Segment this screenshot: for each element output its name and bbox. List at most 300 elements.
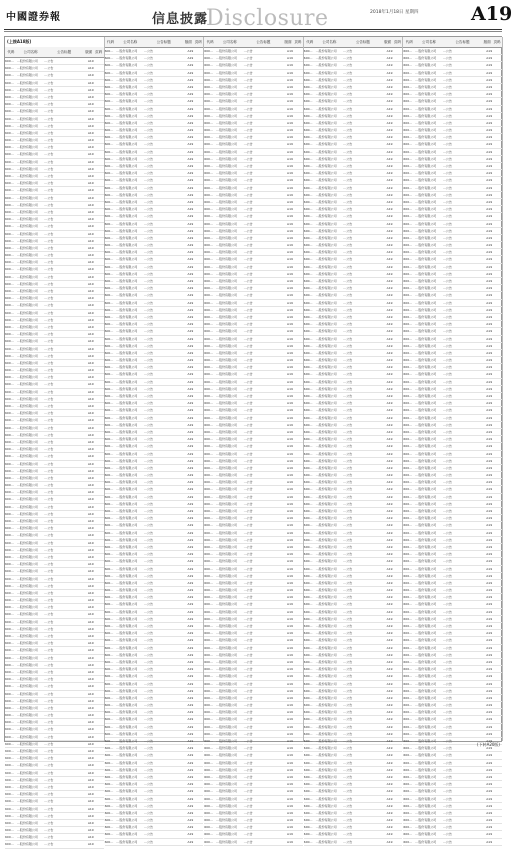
listing-row — [204, 515, 303, 522]
listing-cell — [393, 458, 403, 464]
listing-cell: A19 — [486, 372, 493, 377]
listing-cell: …公告 — [44, 425, 54, 430]
listing-cell: …股份有限公司 — [116, 192, 138, 197]
listing-cell — [293, 522, 303, 528]
listing-cell: 600… — [403, 408, 413, 413]
listing-row — [403, 206, 502, 213]
listing-cell: 600… — [303, 307, 313, 312]
listing-cell: A19 — [87, 483, 94, 488]
listing-cell — [492, 357, 502, 363]
listing-cell: …股份有限公司 — [16, 763, 38, 768]
listing-cell: …公告 — [243, 444, 253, 449]
listing-cell — [393, 781, 403, 787]
listing-cell: 600… — [303, 49, 313, 53]
listing-cell: A19 — [87, 138, 94, 143]
listing-cell: A19 — [187, 164, 194, 168]
listing-row — [204, 300, 303, 307]
listing-cell: 600… — [403, 717, 413, 722]
listing-cell: 600… — [403, 566, 413, 571]
listing-cell: …公告 — [144, 322, 154, 327]
listing-row — [204, 616, 303, 623]
listing-cell: A19 — [486, 588, 493, 593]
listing-cell: …股份有限公司 — [415, 832, 437, 837]
listing-cell: A19 — [287, 444, 293, 449]
listing-cell: A19 — [386, 77, 393, 82]
listing-cell — [492, 479, 502, 485]
listing-cell: …公告 — [44, 713, 54, 718]
listing-cell: 600… — [204, 408, 213, 413]
listing-cell: A19 — [386, 185, 393, 190]
listing-cell — [94, 374, 104, 380]
listing-cell: …股份有限公司 — [315, 257, 337, 262]
listing-row — [204, 824, 303, 831]
listing-cell: …公告 — [243, 602, 253, 607]
listing-cell — [193, 285, 203, 291]
listing-row — [304, 91, 403, 98]
listing-cell: A19 — [386, 494, 393, 499]
listing-cell: A19 — [386, 113, 393, 118]
listing-cell: …公告 — [243, 84, 253, 89]
listing-cell: A19 — [287, 681, 293, 686]
listing-cell: A19 — [486, 523, 493, 528]
listing-row — [204, 702, 303, 709]
listing-cell — [94, 187, 104, 193]
listing-row — [5, 561, 104, 568]
listing-cell: 600… — [403, 695, 413, 700]
listing-cell: …股份有限公司 — [116, 250, 138, 255]
listing-row — [5, 87, 104, 94]
listing-cell: 600… — [104, 681, 114, 686]
listing-cell: …股份有限公司 — [216, 286, 238, 291]
listing-cell: A19 — [386, 84, 393, 89]
listing-cell: …股份有限公司 — [16, 224, 38, 229]
listing-cell: …股份有限公司 — [415, 329, 437, 334]
listing-cell: A19 — [287, 774, 293, 779]
column-header-label: 页码 — [294, 40, 302, 44]
listing-cell — [492, 472, 502, 478]
listing-cell: …股份有限公司 — [415, 724, 437, 729]
listing-row — [105, 91, 204, 98]
listing-row — [105, 623, 204, 630]
listing-cell: …公告 — [144, 645, 154, 650]
listing-cell: …股份有限公司 — [116, 616, 138, 621]
listing-cell — [193, 580, 203, 586]
listing-cell — [293, 817, 303, 823]
listing-cell: A19 — [187, 803, 194, 808]
listing-cell: …股份有限公司 — [16, 454, 38, 459]
listing-cell: …股份有限公司 — [216, 501, 238, 506]
listing-cell: A19 — [287, 645, 293, 650]
listing-cell: …股份有限公司 — [415, 314, 437, 319]
listing-cell: …股份有限公司 — [216, 746, 238, 751]
listing-cell: …股份有限公司 — [415, 659, 437, 664]
listing-cell: 600… — [403, 156, 413, 161]
listing-cell: A19 — [87, 418, 94, 423]
listing-row — [5, 367, 104, 374]
listing-cell: 600… — [104, 228, 114, 233]
listing-cell: …公告 — [144, 279, 154, 283]
listing-cell — [492, 580, 502, 586]
listing-row — [403, 472, 502, 479]
header-rule — [4, 29, 502, 30]
listing-row — [5, 762, 104, 769]
listing-cell: 600… — [5, 820, 14, 825]
listing-cell — [393, 486, 403, 492]
listing-cell — [393, 774, 403, 780]
listing-cell: …股份有限公司 — [315, 480, 337, 485]
listing-row — [403, 55, 502, 62]
listing-cell — [193, 623, 203, 629]
listing-row — [403, 149, 502, 156]
listing-cell: A19 — [187, 365, 194, 370]
listing-row — [304, 630, 403, 637]
listing-cell — [193, 264, 203, 270]
listing-cell: …股份有限公司 — [16, 562, 38, 567]
listing-cell — [293, 508, 303, 514]
listing-cell: …公告 — [243, 746, 253, 751]
listing-cell: …股份有限公司 — [315, 739, 337, 743]
listing-cell: …股份有限公司 — [315, 415, 337, 420]
listing-cell: …公告 — [243, 731, 253, 736]
listing-cell: 600… — [303, 84, 313, 89]
listing-cell: …股份有限公司 — [315, 56, 337, 61]
listing-cell: …股份有限公司 — [216, 638, 238, 643]
listing-cell — [293, 62, 303, 68]
listing-cell — [393, 407, 403, 413]
listing-cell: …公告 — [44, 360, 54, 365]
listing-cell: …公告 — [343, 473, 353, 478]
listing-cell: …股份有限公司 — [415, 185, 437, 190]
listing-cell: …公告 — [144, 609, 154, 614]
listing-cell: 600… — [204, 228, 213, 233]
listing-cell: 600… — [303, 422, 313, 427]
listing-cell: A19 — [486, 422, 493, 427]
listing-cell: A19 — [386, 293, 393, 298]
listing-cell: …股份有限公司 — [216, 70, 238, 75]
listing-cell: …公告 — [144, 760, 154, 765]
listing-row — [403, 364, 502, 371]
column-header-label: 代码 — [306, 40, 314, 44]
listing-cell: 600… — [5, 332, 14, 337]
listing-cell — [94, 475, 104, 481]
listing-cell: …公告 — [44, 490, 54, 495]
listing-cell — [393, 695, 403, 701]
listing-cell: 600… — [403, 487, 413, 492]
listing-cell: 600… — [204, 437, 213, 442]
listing-cell — [492, 465, 502, 471]
listing-cell: …股份有限公司 — [415, 573, 437, 578]
listing-cell: 600… — [5, 576, 14, 581]
listing-cell: …公告 — [243, 523, 253, 528]
listing-cell: 600… — [5, 598, 14, 603]
listing-row — [304, 256, 403, 263]
listing-cell: …股份有限公司 — [415, 120, 437, 125]
listing-cell — [393, 508, 403, 514]
listing-cell: …公告 — [144, 92, 154, 97]
listing-cell: …股份有限公司 — [315, 782, 337, 787]
listing-cell: A19 — [486, 394, 493, 398]
listing-cell: …公告 — [442, 372, 452, 377]
listing-cell: …公告 — [144, 106, 154, 111]
listing-cell: A19 — [486, 724, 493, 729]
listing-row — [204, 307, 303, 314]
listing-cell: A19 — [87, 461, 94, 466]
listing-cell — [393, 106, 403, 112]
listing-row — [5, 655, 104, 662]
listing-cell — [94, 180, 104, 186]
listing-cell: …股份有限公司 — [116, 235, 138, 240]
listing-row — [5, 432, 104, 439]
listing-cell: A19 — [486, 465, 493, 470]
listing-cell: A19 — [187, 839, 194, 844]
listing-cell: …公告 — [44, 94, 54, 99]
listing-cell: …公告 — [343, 92, 353, 97]
listing-cell: 600… — [403, 573, 413, 578]
listing-cell: …股份有限公司 — [16, 540, 38, 545]
listing-row — [403, 494, 502, 501]
listing-cell: …股份有限公司 — [16, 123, 38, 128]
listing-cell: …股份有限公司 — [16, 547, 38, 552]
listing-cell: 600… — [303, 724, 313, 729]
listing-cell: …公告 — [442, 458, 452, 463]
listing-cell: …公告 — [44, 224, 54, 229]
listing-cell: 600… — [303, 559, 313, 564]
listing-cell: …公告 — [144, 401, 154, 406]
listing-cell: A19 — [287, 739, 293, 743]
listing-cell: …股份有限公司 — [415, 537, 437, 542]
listing-cell — [393, 185, 403, 191]
listing-cell: A19 — [187, 659, 194, 664]
listing-cell: 600… — [5, 209, 14, 214]
listing-cell — [293, 221, 303, 227]
listing-cell: …股份有限公司 — [216, 588, 238, 593]
listing-cell: A19 — [187, 731, 194, 736]
listing-cell: …公告 — [343, 444, 353, 449]
listing-cell — [193, 472, 203, 478]
listing-row — [304, 824, 403, 831]
listing-cell: A19 — [287, 530, 293, 535]
listing-cell: A19 — [187, 422, 194, 427]
listing-row — [105, 508, 204, 515]
listing-cell: 600… — [104, 638, 114, 643]
listing-cell: …公告 — [442, 724, 452, 729]
listing-cell: …股份有限公司 — [315, 580, 337, 585]
listing-cell: A19 — [486, 264, 493, 269]
listing-cell: …公告 — [243, 580, 253, 585]
listing-cell: A19 — [87, 705, 94, 710]
listing-cell: …公告 — [144, 372, 154, 377]
listing-cell — [492, 106, 502, 112]
listing-cell — [193, 120, 203, 126]
listing-cell: …股份有限公司 — [315, 271, 337, 276]
listing-cell — [193, 98, 203, 104]
listing-row — [5, 353, 104, 360]
listing-row — [204, 55, 303, 62]
listing-cell: …公告 — [144, 595, 154, 600]
listing-cell: …公告 — [243, 681, 253, 686]
listing-cell: 600… — [303, 199, 313, 204]
listing-cell: 600… — [204, 99, 213, 104]
listing-cell: A19 — [287, 415, 293, 420]
listing-cell: 600… — [303, 810, 313, 815]
listing-row — [204, 256, 303, 263]
listing-cell: 600… — [104, 631, 114, 636]
listing-cell: …公告 — [343, 135, 353, 140]
listing-cell — [393, 537, 403, 543]
listing-cell: A19 — [386, 264, 393, 269]
listing-row — [204, 637, 303, 644]
listing-row — [204, 767, 303, 774]
listing-cell: A19 — [386, 681, 393, 686]
listing-cell: …股份有限公司 — [16, 231, 38, 236]
listing-cell: …公告 — [243, 451, 253, 456]
listing-cell: 600… — [204, 343, 213, 348]
listing-cell: …公告 — [442, 113, 452, 118]
listing-cell: …股份有限公司 — [16, 770, 38, 775]
listing-cell: 600… — [403, 739, 413, 743]
listing-row — [204, 436, 303, 443]
listing-cell: …股份有限公司 — [415, 207, 437, 212]
listing-cell: …股份有限公司 — [315, 49, 337, 53]
listing-cell: …股份有限公司 — [116, 839, 138, 844]
listing-cell: 600… — [104, 674, 114, 679]
listing-cell: 600… — [104, 580, 114, 585]
listing-row — [204, 522, 303, 529]
listing-cell: …公告 — [44, 152, 54, 157]
listing-cell: …公告 — [44, 396, 54, 401]
listing-cell: …公告 — [243, 652, 253, 657]
listing-row — [403, 501, 502, 508]
listing-cell — [293, 170, 303, 176]
listing-cell: A19 — [287, 343, 293, 348]
listing-cell — [94, 116, 104, 122]
listing-cell: …公告 — [343, 774, 353, 779]
listing-row — [204, 738, 303, 745]
listing-cell — [193, 415, 203, 421]
listing-cell: 600… — [5, 439, 14, 444]
listing-cell — [492, 429, 502, 435]
listing-cell: A19 — [386, 178, 393, 183]
listing-cell: 600… — [403, 401, 413, 406]
listing-cell — [193, 501, 203, 507]
listing-row — [105, 652, 204, 659]
listing-cell: 600… — [303, 458, 313, 463]
listing-cell: 600… — [403, 77, 413, 82]
listing-cell: …股份有限公司 — [415, 458, 437, 463]
listing-cell: …公告 — [243, 350, 253, 355]
listing-cell: A19 — [87, 691, 94, 696]
listing-cell: A19 — [386, 609, 393, 614]
listing-cell — [393, 235, 403, 241]
listing-cell: 600… — [5, 202, 14, 207]
listing-row — [304, 774, 403, 781]
listing-cell — [393, 271, 403, 277]
listing-cell — [293, 371, 303, 377]
listing-cell: 600… — [5, 497, 14, 502]
listing-row — [105, 278, 204, 285]
listing-cell: A19 — [486, 243, 493, 248]
listing-cell: A19 — [386, 379, 393, 384]
listing-cell — [94, 238, 104, 244]
listing-cell — [492, 436, 502, 442]
listing-cell: A19 — [386, 358, 393, 363]
listing-cell: 600… — [5, 727, 14, 732]
listing-row — [204, 688, 303, 695]
listing-cell — [393, 673, 403, 679]
listing-cell: …公告 — [343, 149, 353, 154]
listing-cell: …股份有限公司 — [315, 128, 337, 133]
listing-row — [304, 616, 403, 623]
listing-cell: …股份有限公司 — [16, 174, 38, 178]
listing-row — [304, 400, 403, 407]
listing-cell: 600… — [204, 746, 213, 751]
listing-cell: …公告 — [343, 70, 353, 75]
listing-cell — [94, 719, 104, 725]
listing-row — [5, 72, 104, 79]
listing-cell: A19 — [386, 422, 393, 427]
listing-cell: …公告 — [144, 99, 154, 104]
listing-cell: A19 — [87, 806, 94, 811]
listing-cell — [94, 791, 104, 797]
listing-cell: A19 — [287, 171, 293, 176]
listing-cell: 600… — [303, 602, 313, 607]
listing-cell: 600… — [204, 789, 213, 794]
listing-cell: 600… — [104, 307, 114, 312]
listing-cell: …股份有限公司 — [216, 566, 238, 571]
listing-cell: A19 — [87, 677, 94, 682]
listing-cell: …公告 — [144, 250, 154, 255]
listing-cell: …公告 — [243, 113, 253, 118]
listing-cell: …公告 — [442, 645, 452, 650]
listing-cell — [492, 824, 502, 830]
listing-cell: A19 — [486, 544, 493, 549]
listing-row — [304, 199, 403, 206]
listing-cell — [393, 350, 403, 356]
listing-row — [5, 288, 104, 295]
listing-cell: 600… — [104, 652, 114, 657]
listing-cell: …公告 — [243, 609, 253, 614]
listing-cell: …公告 — [144, 573, 154, 578]
listing-cell: …股份有限公司 — [216, 789, 238, 794]
listing-row — [105, 307, 204, 314]
listing-row — [5, 446, 104, 453]
listing-cell: …公告 — [243, 552, 253, 557]
listing-cell: 600… — [403, 63, 413, 68]
listing-row — [304, 62, 403, 69]
listing-cell: A19 — [287, 480, 293, 485]
listing-cell: …股份有限公司 — [415, 77, 437, 82]
listing-cell: 600… — [104, 408, 114, 413]
listing-cell: A19 — [87, 540, 94, 545]
listing-cell: 600… — [204, 192, 213, 197]
listing-cell — [492, 371, 502, 377]
listing-cell: 600… — [403, 379, 413, 384]
listing-cell: A19 — [287, 458, 293, 463]
listing-row — [5, 662, 104, 669]
listing-cell: …股份有限公司 — [415, 731, 437, 736]
listing-cell — [492, 601, 502, 607]
listing-cell: …股份有限公司 — [216, 667, 238, 672]
listing-cell: …股份有限公司 — [116, 185, 138, 190]
listing-cell: 600… — [403, 207, 413, 212]
listing-row — [403, 264, 502, 271]
listing-cell — [492, 235, 502, 241]
listing-cell: 600… — [5, 799, 14, 804]
listing-cell — [293, 163, 303, 169]
listing-cell: 600… — [5, 698, 14, 703]
listing-cell: 600… — [104, 379, 114, 384]
listing-cell: …公告 — [343, 235, 353, 240]
